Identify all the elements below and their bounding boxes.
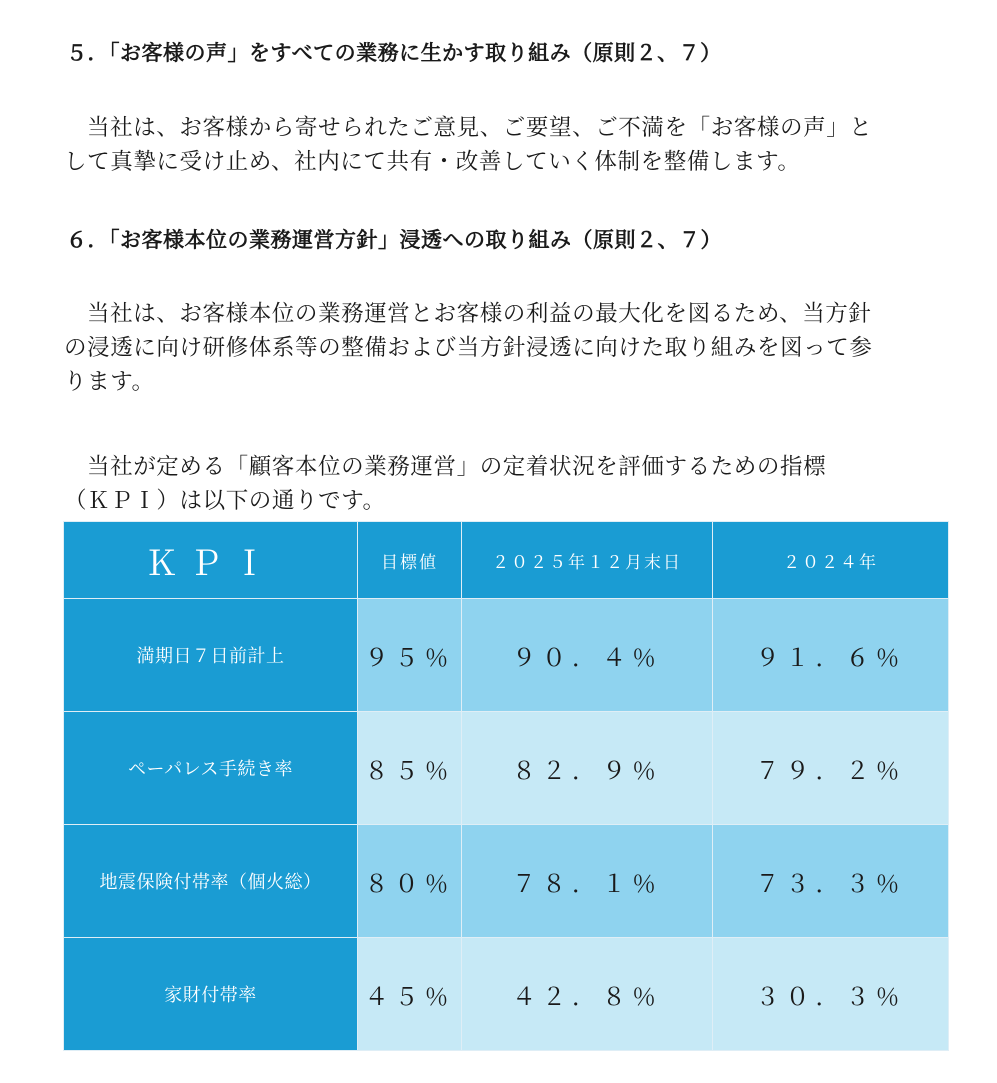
row-label: ペーパレス手続き率: [64, 712, 358, 825]
section-5-heading: ５．「お客様の声」をすべての業務に生かす取り組み（原則２、７）: [66, 41, 722, 65]
target-value: ４５％: [358, 938, 462, 1051]
value-2024: ７９．２％: [713, 712, 949, 825]
section-6-paragraph: [64, 297, 944, 399]
paragraph-line: の浸透に向け研修体系等の整備および当方針浸透に向けた取り組みを図って参: [64, 335, 873, 361]
value-2024: ３０．３％: [713, 938, 949, 1051]
kpi-intro-paragraph: [64, 450, 944, 518]
kpi-table: [63, 521, 949, 1051]
header-kpi: ＫＰＩ: [64, 522, 358, 599]
paragraph-line: して真摯に受け止め、社内にて共有・改善していく体制を整備します。: [64, 149, 801, 175]
value-2025-dec: ７８．１％: [462, 825, 713, 938]
target-value: ８０％: [358, 825, 462, 938]
paragraph-line: 当社が定める「顧客本位の業務運営」の定着状況を評価するための指標: [87, 454, 827, 480]
header-2025-dec: ２０２５年１２月末日: [462, 522, 713, 599]
value-2025-dec: ９０．４％: [462, 599, 713, 712]
section-5-paragraph: [64, 111, 944, 179]
paragraph-line: 当社は、お客様から寄せられたご意見、ご要望、ご不満を「お客様の声」と: [87, 115, 873, 141]
row-label: 家財付帯率: [64, 938, 358, 1051]
row-label: 地震保険付帯率（個火総）: [64, 825, 358, 938]
paragraph-line: ります。: [64, 369, 155, 395]
table-row: [64, 825, 949, 938]
target-value: ９５％: [358, 599, 462, 712]
value-2025-dec: ８２．９％: [462, 712, 713, 825]
header-2024: ２０２４年: [713, 522, 949, 599]
header-row: [64, 522, 949, 599]
value-2024: ９１．６％: [713, 599, 949, 712]
paragraph-line: 当社は、お客様本位の業務運営とお客様の利益の最大化を図るため、当方針: [87, 301, 872, 327]
value-2025-dec: ４２．８％: [462, 938, 713, 1051]
target-value: ８５％: [358, 712, 462, 825]
paragraph-line: （ＫＰＩ）は以下の通りです。: [64, 488, 386, 514]
header-target: 目標値: [358, 522, 462, 599]
row-label: 満期日７日前計上: [64, 599, 358, 712]
section-6-heading: ６．「お客様本位の業務運営方針」浸透への取り組み（原則２、７）: [66, 228, 722, 252]
table-row: [64, 599, 949, 712]
kpi-table-header: [64, 522, 949, 599]
value-2024: ７３．３％: [713, 825, 949, 938]
table-row: [64, 712, 949, 825]
kpi-table-body: [64, 599, 949, 1051]
table-row: [64, 938, 949, 1051]
